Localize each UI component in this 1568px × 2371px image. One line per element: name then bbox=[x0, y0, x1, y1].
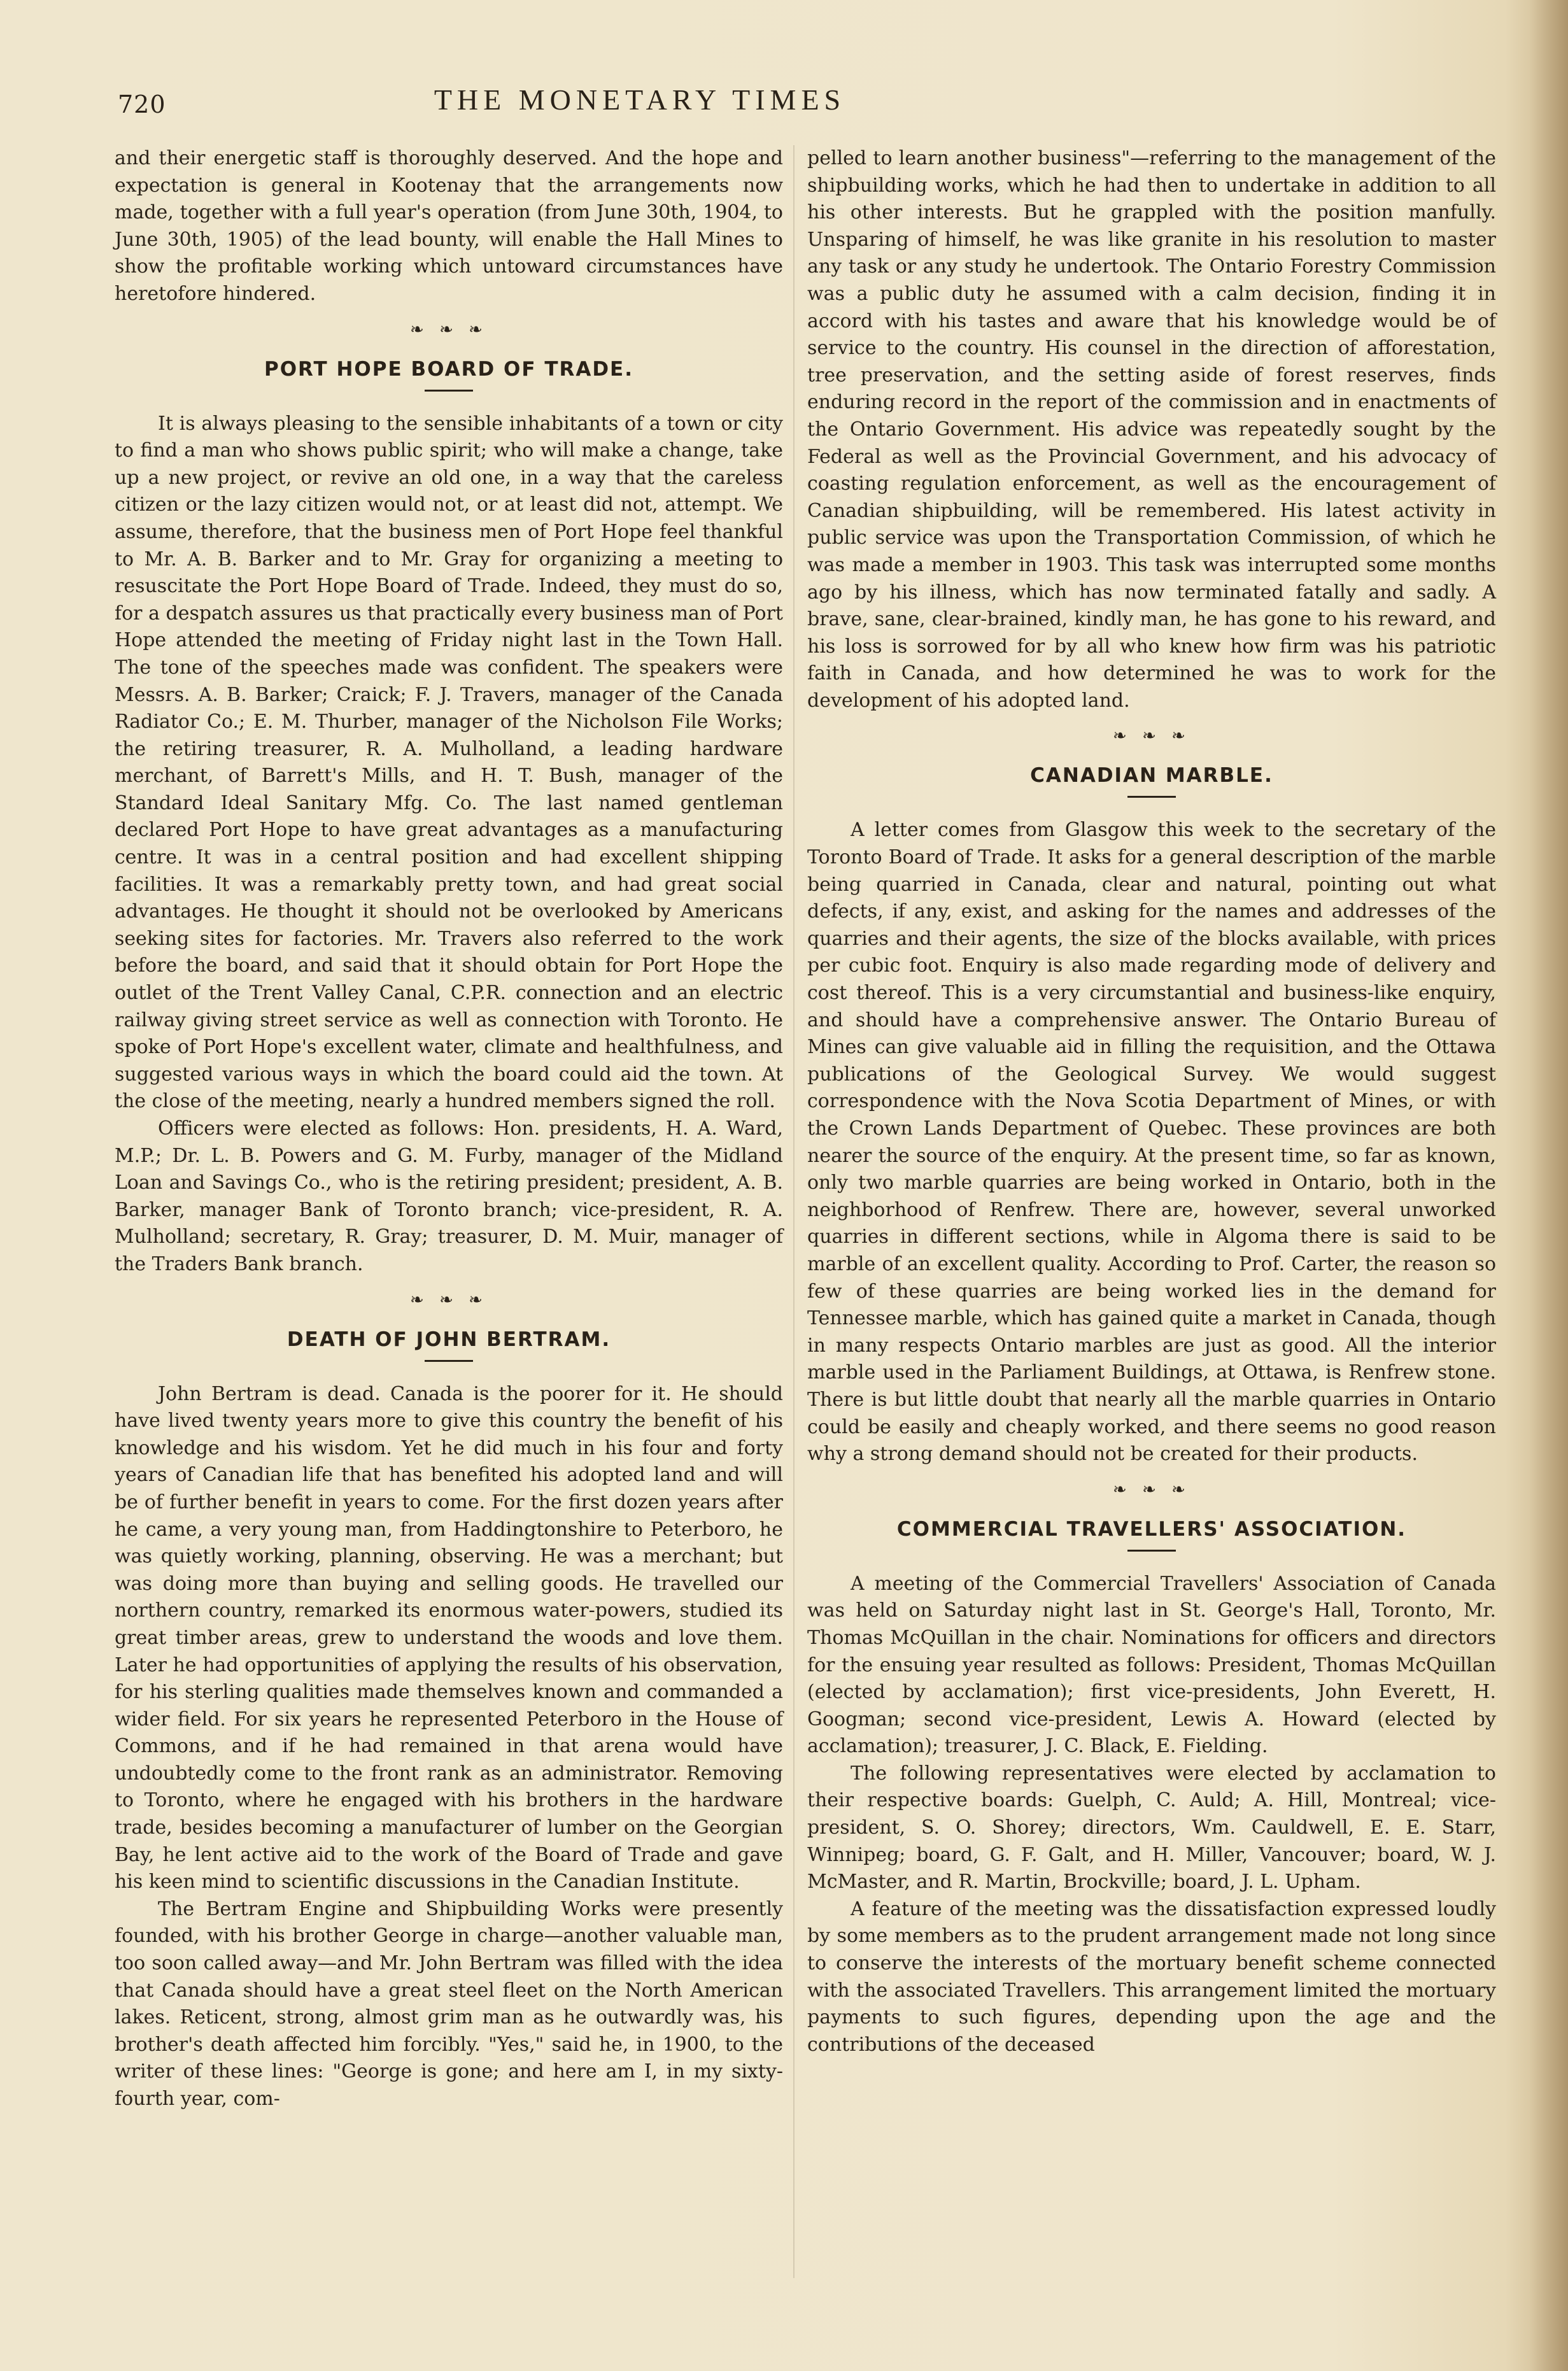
column-divider bbox=[793, 145, 795, 2278]
ornament-divider: ❧ ❧ ❧ bbox=[1113, 726, 1190, 746]
title-rule bbox=[425, 390, 473, 392]
marble-paragraph-1: A letter comes from Glasgow this week to the secretary of the Toronto Board of Trade. It asks for a general description of the marble being quarried in Canada, clear and natural, pointing out what defects, if any, exist, and asking for the names and addresses of the quarries and their agents, the size of the blocks available, with prices per cubic foot. Enquiry is also made regarding mode of delivery and cost thereof. This is a very circumstantial and business-like enquiry, and should have a comprehensive answer. The Ontario Bureau of Mines can give valuable aid in filling the requisition, and the Ottawa publications of the Geological Survey. We would suggest correspondence with the Nova Scotia Department of Mines, or with the Crown Lands Department of Quebec. These provinces are both nearer the source of the enquiry. At the present time, so far as known, only two marble quarries are being worked in Ontario, both in the neighborhood of Renfrew. There are, however, several unworked quarries in different sections, while in Algoma there is said to be marble of an excellent quality. According to Prof. Carter, the reason so few of these quarries are being worked lies in the demand for Tennessee marble, which has gained quite a market in Canada, though in many respects Ontario marbles are just as good. All the interior marble used in the Parliament Buildings, at Ottawa, is Renfrew stone. There is but little doubt that nearly all the marble quarries in Ontario could be easily and cheaply worked, and there seems no good reason why a strong demand should not be created for their products. bbox=[807, 819, 1496, 1466]
ornament-divider: ❧ ❧ ❧ bbox=[1113, 1480, 1190, 1499]
bertram-title: DEATH OF JOHN BERTRAM. bbox=[286, 1327, 611, 1351]
marble-title: CANADIAN MARBLE. bbox=[1030, 764, 1273, 788]
page-edge-shadow bbox=[1530, 0, 1568, 2371]
intro-paragraph: and their energetic staff is thoroughly deserved. And the hope and expectation is general in Kootenay that the arrangements now made, together with a full year's operation (from June 30th, 1904, to June 30th, 1905) of the lead bounty, will enable the Hall Mines to show the profitable working which untoward circumstances have heretofore hindered. bbox=[115, 147, 783, 305]
port-hope-paragraph-1: It is always pleasing to the sensible inhabitants of a town or city to find a man who shows public spirit; who will make a change, take up a new project, or revive an old one, in a way that the careless citizen or the lazy citizen would not, or at least did not, attempt. We assume, therefore, that the business men of Port Hope feel thankful to Mr. A. B. Barker and to Mr. Gray for organizing a meeting to resuscitate the Port Hope Board of Trade. Indeed, they must do so, for a despatch assures us that practically every business man of Port Hope attended the meeting of Friday night last in the Town Hall. The tone of the speeches made was confident. The speakers were Messrs. A. B. Barker; Craick; F. J. Travers, manager of the Canada Radiator Co.; E. M. Thurber, manager of the Nicholson File Works; the retiring treasurer, R. A. Mulholland, a leading hardware merchant, of Barrett's Mills, and H. T. Bush, manager of the Standard Ideal Sanitary Mfg. Co. The last named gentleman declared Port Hope to have great advantages as a manufacturing centre. It was in a central position and had excellent shipping facilities. It was a remarkably pretty town, and had great social advantages. He thought it should not be overlooked by Americans seeking sites for factories. Mr. Travers also referred to the work before the board, and said that it should obtain for Port Hope the outlet of the Trent Valley Canal, C.P.R. connection and an electric railway giving street service as well as connection with Toronto. He spoke of Port Hope's excellent water, climate and healthfulness, and suggested various ways in which the board could aid the town. At the close of the meeting, nearly a hundred members signed the roll. bbox=[115, 412, 783, 1113]
right-column bbox=[807, 145, 1496, 2058]
page-header bbox=[118, 83, 1506, 127]
title-rule bbox=[1127, 796, 1176, 798]
port-hope-title: PORT HOPE BOARD OF TRADE. bbox=[264, 357, 634, 381]
bertram-continued-paragraph: pelled to learn another business"—referring to the management of the shipbuilding works, which he had then to undertake in addition to all his other interests. But he grappled with the position manfully. Unsparing of himself, he was like granite in his resolution to master any task or any study he undertook. The Ontario Forestry Commission was a public duty he assumed with a calm decision, finding it in accord with his tastes and aware that his knowledge would be of service to the country. His counsel in the direction of afforestation, tree preservation, and the setting aside of forest reserves, finds enduring record in the report of the commission and in enactments of the Ontario Government. His advice was repeatedly sought by the Federal as well as the Provincial Government, and his advocacy of coasting regulation enforcement, as well as the encouragement of Canadian shipbuilding, will be remembered. His latest activity in public service was upon the Transportation Commission, of which he was made a member in 1903. This task was interrupted some months ago by his illness, which has now terminated fatally and sadly. A brave, sane, clear-brained, kindly man, he has gone to his reward, and his loss is sorrowed for by all who knew how firm was his patriotic faith in Canada, and how determined he was to work for the development of his adopted land. bbox=[807, 147, 1496, 712]
travellers-paragraph-3: A feature of the meeting was the dissatisfaction expressed loudly by some members as to the prudent arrangement made not long since to conserve the interests of the mortuary benefit scheme connected with the associated Travellers. This arrangement limited the mortuary payments to such figures, depending upon the age and the contributions of the deceased bbox=[807, 1897, 1496, 2056]
title-rule bbox=[1127, 1550, 1176, 1552]
ornament-divider: ❧ ❧ ❧ bbox=[410, 1290, 488, 1310]
left-column bbox=[115, 145, 783, 2113]
bertram-paragraph-2: The Bertram Engine and Shipbuilding Works were presently founded, with his brother George in charge—another valuable man, too soon called away—and Mr. John Bertram was filled with the idea that Canada should have a great steel fleet on the North American lakes. Reticent, strong, almost grim man as he outwardly was, his brother's death affected him forcibly. "Yes," said he, in 1900, to the writer of these lines: "George is gone; and here am I, in my sixty-fourth year, com- bbox=[115, 1897, 783, 2110]
travellers-title: COMMERCIAL TRAVELLERS' ASSOCIATION. bbox=[896, 1517, 1407, 1541]
page-number: 720 bbox=[118, 90, 166, 118]
title-rule bbox=[425, 1360, 473, 1362]
travellers-paragraph-1: A meeting of the Commercial Travellers' Association of Canada was held on Saturday night last in St. George's Hall, Toronto, Mr. Thomas McQuillan in the chair. Nominations for officers and directors for the ensuing year resulted as follows: President, Thomas McQuillan (elected by acclamation); first vice-presidents, John Everett, H. Googman; second vice-president, Lewis A. Howard (elected by acclamation); treasurer, J. C. Black, E. Fielding. bbox=[807, 1572, 1496, 1758]
port-hope-paragraph-2: Officers were elected as follows: Hon. presidents, H. A. Ward, M.P.; Dr. L. B. Powers and G. M. Furby, manager of the Midland Loan and Savings Co., who is the retiring president; president, A. B. Barker, manager Bank of Toronto branch; vice-president, R. A. Mulholland; secretary, R. Gray; treasurer, D. M. Muir, manager of the Traders Bank branch. bbox=[115, 1117, 783, 1275]
bertram-paragraph-1: John Bertram is dead. Canada is the poorer for it. He should have lived twenty years more to give this country the benefit of his knowledge and his wisdom. Yet he did much in his four and forty years of Canadian life that has benefited his adopted land and will be of further benefit in years to come. For the first dozen years after he came, a very young man, from Haddingtonshire to Peterboro, he was quietly working, planning, observing. He was a merchant; but was doing more than buying and selling goods. He travelled our northern country, remarked its enormous water-powers, studied its great timber areas, grew to understand the woods and love them. Later he had opportunities of applying the results of his observation, for his sterling qualities made themselves known and commanded a wider field. For six years he represented Peterboro in the House of Commons, and if he had remained in that arena would have undoubtedly come to the front rank as an administrator. Removing to Toronto, where he engaged with his brothers in the hardware trade, besides becoming a manufacturer of lumber on the Georgian Bay, he lent active aid to the work of the Board of Trade and gave his keen mind to scientific discussions in the Canadian Institute. bbox=[115, 1382, 783, 1893]
travellers-paragraph-2: The following representatives were elected by acclamation to their respective boards: Guelph, C. Auld; A. Hill, Montreal; vice-president, S. O. Shorey; directors, Wm. Cauldwell, E. E. Starr, Winnipeg; board, G. F. Galt, and H. Miller, Vancouver; board, W. J. McMaster, and R. Martin, Brockville; board, J. L. Upham. bbox=[807, 1762, 1496, 1893]
ornament-divider: ❧ ❧ ❧ bbox=[410, 320, 488, 339]
publication-title: THE MONETARY TIMES bbox=[434, 83, 846, 116]
